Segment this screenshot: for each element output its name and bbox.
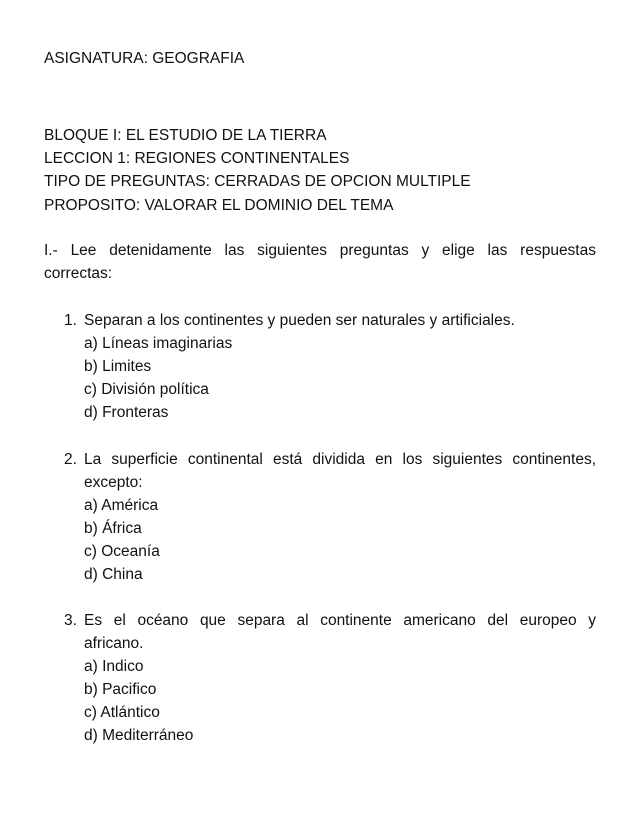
question-number: 2. bbox=[64, 451, 77, 468]
answer-option: b) África bbox=[84, 520, 142, 537]
answer-option: b) Limites bbox=[84, 358, 152, 375]
question-type-heading: TIPO DE PREGUNTAS: CERRADAS DE OPCION MULTIPLE bbox=[44, 173, 471, 190]
question-text: Separan a los continentes y pueden ser naturales y artificiales. bbox=[84, 312, 515, 329]
block-heading: BLOQUE I: EL ESTUDIO DE LA TIERRA bbox=[44, 127, 327, 144]
answer-option: c) Atlántico bbox=[84, 704, 160, 721]
answer-option: a) América bbox=[84, 497, 159, 514]
answer-option: d) China bbox=[84, 566, 143, 583]
document-page bbox=[44, 0, 596, 826]
question-number: 3. bbox=[64, 612, 77, 629]
subject-heading: ASIGNATURA: GEOGRAFIA bbox=[44, 50, 245, 67]
answer-option: c) División política bbox=[84, 381, 209, 398]
answer-option: d) Fronteras bbox=[84, 404, 169, 421]
answer-option: c) Oceanía bbox=[84, 543, 160, 560]
purpose-heading: PROPOSITO: VALORAR EL DOMINIO DEL TEMA bbox=[44, 197, 394, 214]
question-text-continued: africano. bbox=[84, 635, 144, 652]
answer-option: a) Indico bbox=[84, 658, 144, 675]
answer-option: b) Pacifico bbox=[84, 681, 157, 698]
instructions-line-2: correctas: bbox=[44, 265, 113, 282]
answer-option: d) Mediterráneo bbox=[84, 727, 194, 744]
answer-option: a) Líneas imaginarias bbox=[84, 335, 233, 352]
question-number: 1. bbox=[64, 312, 77, 329]
question-text: La superficie continental está dividida en los siguientes continentes, bbox=[84, 451, 596, 468]
question-text: Es el océano que separa al continente americano del europeo y bbox=[84, 612, 596, 629]
question-text-continued: excepto: bbox=[84, 474, 143, 491]
lesson-heading: LECCION 1: REGIONES CONTINENTALES bbox=[44, 150, 350, 167]
instructions-line-1: I.- Lee detenidamente las siguientes preguntas y elige las respuestas bbox=[44, 242, 596, 259]
